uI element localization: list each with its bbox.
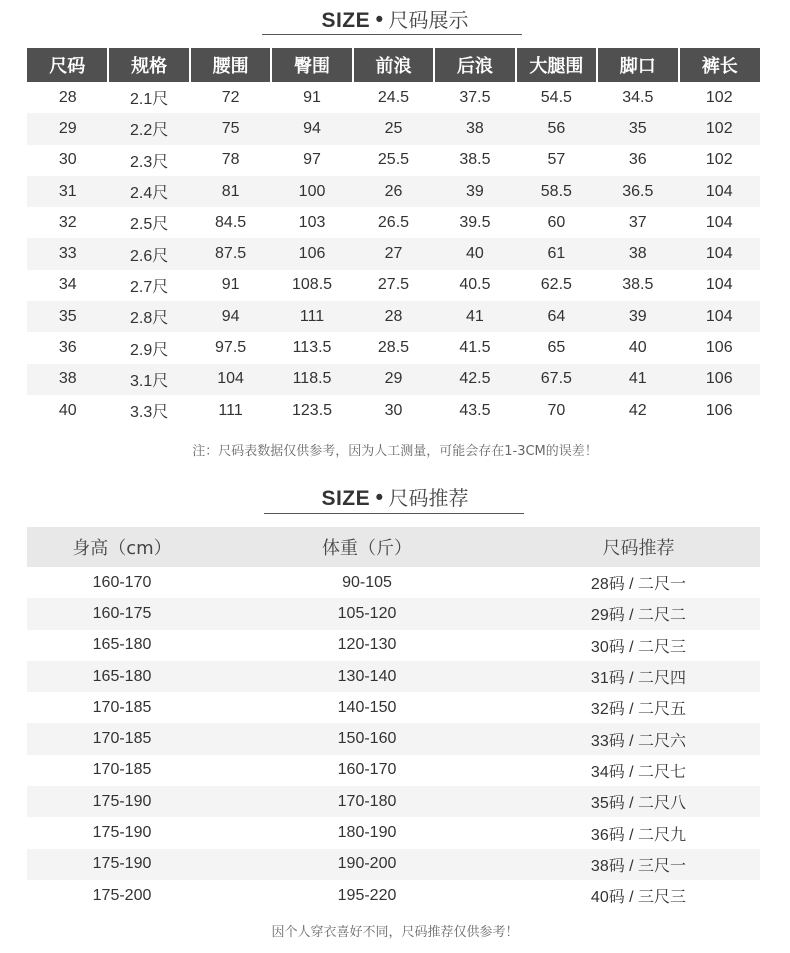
column-header: 身高（cm） [27,527,217,567]
table-cell: 34.5 [622,88,654,106]
table-cell: 104 [190,364,271,395]
table-cell: 2.5尺 [130,216,169,234]
table-row [27,755,760,786]
table-cell: 36 [628,151,647,169]
table-row [27,176,760,207]
table-cell: 104 [679,176,761,207]
table-cell: 41 [434,301,515,332]
rec-table-body [27,567,760,911]
size-table-header [27,48,760,82]
table-cell: 111 [218,401,243,419]
column-header: 裤长 [679,48,761,82]
rec-title-dot: • [373,486,386,510]
table-cell: 113.5 [292,339,332,357]
table-cell: 64 [516,301,597,332]
table-row [27,723,760,754]
size-title-en: SIZE [321,9,371,32]
table-cell: 75 [190,113,271,144]
table-cell: 175-190 [27,849,217,880]
table-row [27,598,760,629]
table-cell: 30 [384,401,403,419]
table-cell: 40.5 [459,276,491,294]
table-cell: 2.9尺 [130,341,169,359]
table-cell: 38 [597,238,678,269]
table-cell: 72 [221,88,240,106]
table-cell: 170-185 [92,698,152,716]
table-cell: 35 [597,113,678,144]
rec-section-title [0,482,790,511]
table-cell: 36码 / 二尺九 [590,826,687,844]
table-cell: 2.8尺 [108,301,189,332]
table-cell: 105-120 [217,598,517,629]
table-cell: 34 [58,276,77,294]
table-cell: 29码 / 二尺二 [517,598,760,629]
table-row [27,113,760,144]
size-title-underline [262,34,522,35]
table-row [27,82,760,113]
table-cell: 27.5 [377,276,410,294]
table-cell: 102 [705,151,733,169]
table-cell: 36 [58,339,77,357]
table-cell: 38 [27,364,108,395]
table-cell: 28.5 [377,339,410,357]
table-cell: 37.5 [459,88,491,106]
table-row [27,238,760,269]
table-cell: 33码 / 二尺六 [517,723,760,754]
table-cell: 42.5 [434,364,515,395]
table-cell: 34码 / 二尺七 [590,763,687,781]
table-cell: 40 [58,401,77,419]
table-cell: 39.5 [459,213,491,231]
table-cell: 42 [628,401,647,419]
table-cell: 41.5 [459,339,491,357]
column-header: 臀围 [271,48,352,82]
table-cell: 31 [27,176,108,207]
table-row [27,395,760,426]
table-cell: 106 [705,401,733,419]
table-cell: 41 [597,364,678,395]
rec-note: 因个人穿衣喜好不同，尺码推荐仅供参考！ [271,925,519,940]
table-cell: 175-200 [92,886,152,904]
table-cell: 60 [547,213,566,231]
table-cell: 170-180 [217,786,517,817]
table-cell: 81 [190,176,271,207]
table-cell: 57 [547,151,566,169]
table-cell: 104 [705,276,733,294]
table-cell: 38.5 [459,151,491,169]
table-cell: 3.1尺 [108,364,189,395]
column-header: 体重（斤） [217,527,517,567]
table-row [27,301,760,332]
table-cell: 90-105 [342,573,392,591]
table-cell: 160-170 [92,573,152,591]
table-cell: 67.5 [516,364,597,395]
table-cell: 2.7尺 [130,278,169,296]
table-row [27,817,760,848]
rec-table-header [27,527,760,567]
table-cell: 26 [353,176,434,207]
column-header: 规格 [108,48,189,82]
table-cell: 165-180 [92,636,152,654]
table-cell: 28 [58,88,77,106]
table-cell: 97.5 [215,339,247,357]
table-cell: 94 [190,301,271,332]
table-cell: 29 [353,364,434,395]
table-cell: 103 [298,213,326,231]
recommendation-table [27,527,760,911]
table-cell: 33 [27,238,108,269]
table-cell: 28码 / 二尺一 [590,576,687,594]
table-cell: 123.5 [292,401,333,419]
table-cell: 2.1尺 [130,91,169,109]
table-cell: 160-170 [337,761,397,779]
rec-title-zh: 尺码推荐 [388,486,469,510]
table-cell: 43.5 [459,401,491,419]
table-cell: 31码 / 二尺四 [517,661,760,692]
table-cell: 190-200 [217,849,517,880]
table-row [27,567,760,598]
table-cell: 175-190 [92,824,152,842]
table-cell: 61 [516,238,597,269]
table-cell: 35 [27,301,108,332]
table-cell: 108.5 [292,276,333,294]
table-cell: 91 [221,276,240,294]
table-cell: 120-130 [337,636,397,654]
table-cell: 2.6尺 [108,238,189,269]
table-cell: 40 [628,339,647,357]
table-cell: 130-140 [217,661,517,692]
table-row [27,270,760,301]
table-cell: 106 [271,238,352,269]
table-cell: 25.5 [377,151,410,169]
table-row [27,332,760,363]
table-row [27,630,760,661]
table-cell: 104 [679,301,761,332]
table-cell: 150-160 [217,723,517,754]
table-cell: 180-190 [337,824,397,842]
table-cell: 165-180 [27,661,217,692]
table-cell: 58.5 [516,176,597,207]
table-cell: 160-175 [27,598,217,629]
table-cell: 87.5 [190,238,271,269]
table-cell: 102 [705,88,733,106]
table-cell: 118.5 [271,364,352,395]
table-cell: 106 [679,364,761,395]
table-cell: 37 [628,213,647,231]
table-cell: 104 [705,213,733,231]
table-cell: 38码 / 三尺一 [517,849,760,880]
rec-title-en: SIZE [321,487,371,510]
table-cell: 39 [434,176,515,207]
table-cell: 36.5 [597,176,678,207]
table-row [27,786,760,817]
table-row [27,364,760,395]
table-cell: 25 [353,113,434,144]
column-header: 大腿围 [516,48,597,82]
table-cell: 38.5 [622,276,654,294]
table-cell: 27 [353,238,434,269]
table-cell: 28 [353,301,434,332]
table-cell: 40 [434,238,515,269]
size-table [27,48,760,426]
table-cell: 35码 / 二尺八 [517,786,760,817]
table-cell: 170-185 [92,761,152,779]
table-cell: 40码 / 三尺三 [590,889,687,907]
size-title-zh: 尺码展示 [388,8,469,32]
table-cell: 2.3尺 [130,153,169,171]
table-cell: 140-150 [337,698,397,716]
column-header: 腰围 [190,48,271,82]
table-cell: 30 [58,151,77,169]
table-cell: 106 [705,339,733,357]
table-cell: 91 [303,88,321,106]
column-header: 尺码 [27,48,108,82]
size-title-dot: • [373,8,386,32]
table-cell: 30码 / 二尺三 [590,638,687,656]
column-header: 后浪 [434,48,515,82]
table-cell: 2.2尺 [108,113,189,144]
table-row [27,661,760,692]
size-section-title [0,4,790,33]
table-cell: 3.3尺 [130,404,169,422]
table-cell: 38 [434,113,515,144]
table-cell: 100 [271,176,352,207]
table-cell: 32码 / 二尺五 [590,701,687,719]
table-cell: 104 [679,238,761,269]
table-cell: 56 [516,113,597,144]
table-cell: 32 [58,213,77,231]
table-cell: 65 [547,339,566,357]
table-cell: 39 [597,301,678,332]
table-cell: 170-185 [27,723,217,754]
rec-title-underline [264,513,524,514]
table-row [27,692,760,723]
column-header: 脚口 [597,48,678,82]
column-header: 前浪 [353,48,434,82]
column-header: 尺码推荐 [517,527,760,567]
table-cell: 26.5 [377,213,410,231]
table-cell: 62.5 [540,276,572,294]
table-cell: 111 [271,301,352,332]
table-cell: 78 [221,151,240,169]
table-cell: 24.5 [377,88,410,106]
table-cell: 94 [271,113,352,144]
table-cell: 70 [547,401,566,419]
table-cell: 29 [27,113,108,144]
size-note: 注：尺码表数据仅供参考，因为人工测量，可能会存在1-3CM的误差！ [192,444,598,459]
table-row [27,849,760,880]
size-table-body [27,82,760,426]
table-cell: 102 [679,113,761,144]
table-cell: 84.5 [215,213,247,231]
table-cell: 54.5 [540,88,572,106]
table-cell: 175-190 [27,786,217,817]
table-row [27,880,760,911]
table-cell: 2.4尺 [108,176,189,207]
table-row [27,207,760,238]
table-cell: 97 [303,151,321,169]
table-row [27,145,760,176]
table-cell: 195-220 [337,886,397,904]
